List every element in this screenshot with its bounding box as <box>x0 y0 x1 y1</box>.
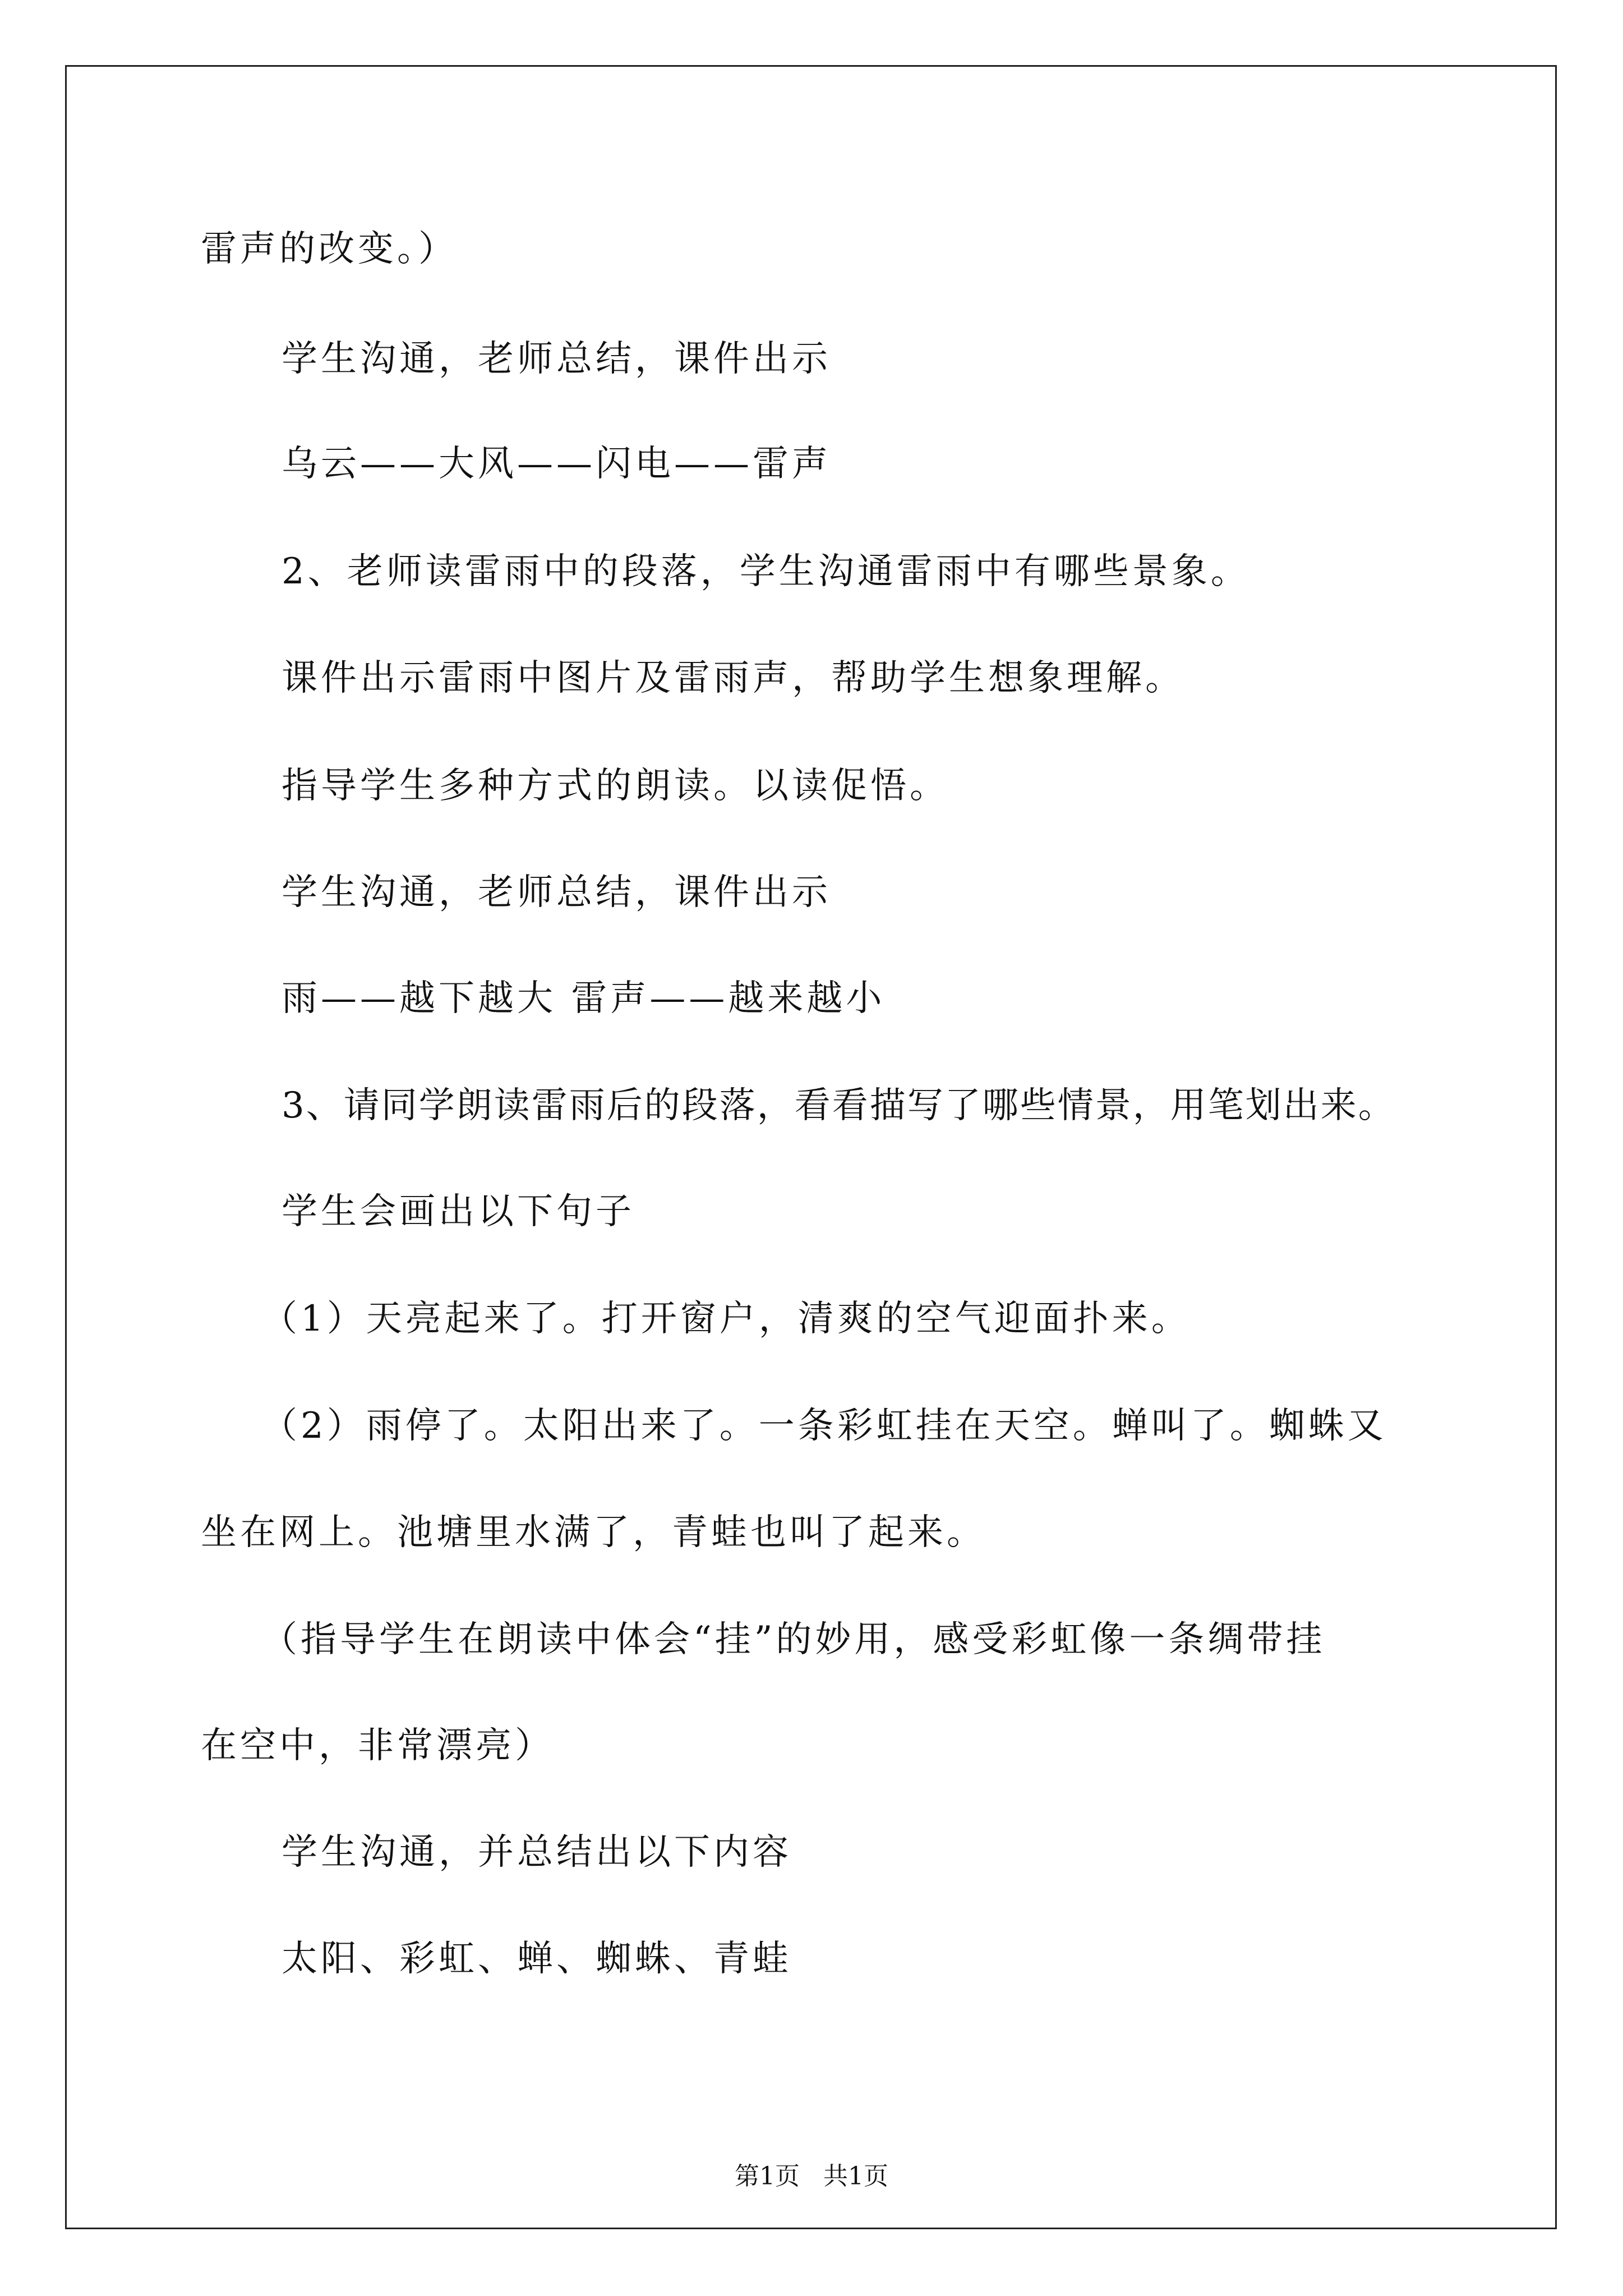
text-line: （2）雨停了。太阳出来了。一条彩虹挂在天空。蝉叫了。蜘蛛又 <box>261 1405 1387 1447</box>
text-line: 学生会画出以下句子 <box>282 1191 635 1232</box>
text-line: 太阳、彩虹、蝉、蜘蛛、青蛙 <box>282 1938 792 1980</box>
text-line: 指导学生多种方式的朗读。以读促悟。 <box>282 765 949 807</box>
text-line: 在空中，非常漂亮） <box>201 1725 554 1766</box>
text-line: 雨——越下越大 雷声——越来越小 <box>282 978 886 1019</box>
page-footer: 第1页 共1页 <box>735 2162 888 2191</box>
text-line: 乌云——大风——闪电——雷声 <box>282 443 831 485</box>
text-line: 2、老师读雷雨中的段落，学生沟通雷雨中有哪些景象。 <box>282 551 1250 592</box>
text-line: 学生沟通，老师总结，课件出示 <box>282 872 831 913</box>
text-line: （指导学生在朗读中体会“挂”的妙用，感受彩虹像一条绸带挂 <box>261 1619 1326 1660</box>
text-line: 坐在网上。池塘里水满了，青蛙也叫了起来。 <box>201 1512 986 1553</box>
text-line: 雷声的改变。） <box>201 228 458 270</box>
text-line: 课件出示雷雨中图片及雷雨声，帮助学生想象理解。 <box>282 657 1184 699</box>
text-line: 学生沟通，老师总结，课件出示 <box>282 338 831 380</box>
text-line: （1）天亮起来了。打开窗户，清爽的空气迎面扑来。 <box>261 1298 1191 1340</box>
page-border <box>65 65 1557 2229</box>
text-line: 3、请同学朗读雷雨后的段落，看看描写了哪些情景，用笔划出来。 <box>282 1085 1396 1126</box>
text-line: 学生沟通，并总结出以下内容 <box>282 1832 792 1873</box>
